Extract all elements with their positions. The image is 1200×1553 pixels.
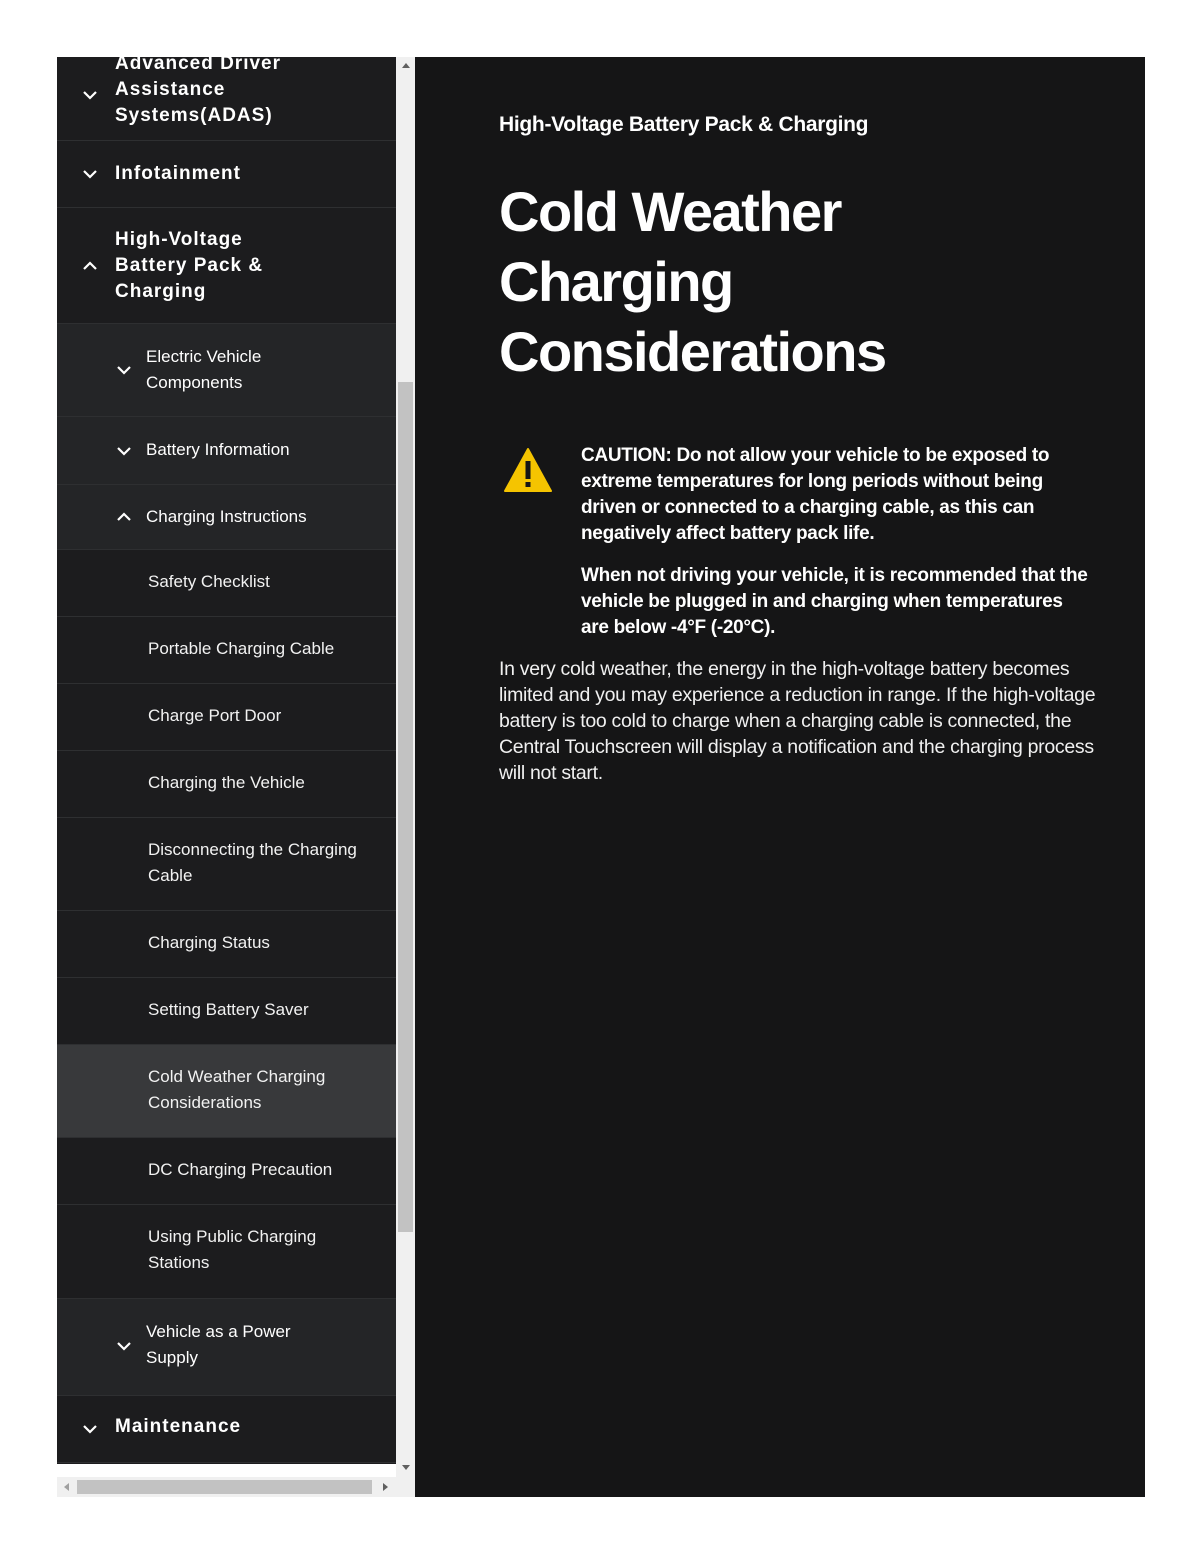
sidebar-item-cold-weather-charging[interactable]	[57, 1045, 396, 1138]
sidebar-item-infotainment[interactable]	[57, 141, 396, 208]
sidebar-item-label: Setting Battery Saver	[148, 1000, 309, 1019]
chevron-down-icon	[81, 1420, 99, 1438]
sidebar-item-portable-charging-cable[interactable]	[57, 617, 396, 684]
sidebar-item-label: Charge Port Door	[148, 706, 282, 725]
sidebar-item-ev-components[interactable]	[57, 324, 396, 417]
sidebar-item-label: Cold Weather Charging Considerations	[148, 1067, 326, 1112]
sidebar-item-label: Battery Information	[146, 440, 290, 459]
sidebar-item-battery-saver[interactable]	[57, 978, 396, 1045]
chevron-up-icon	[115, 508, 133, 526]
scroll-down-arrow-icon[interactable]	[396, 1460, 415, 1477]
scroll-left-arrow-icon[interactable]	[57, 1477, 74, 1497]
sidebar-item-safety-checklist[interactable]	[57, 550, 396, 617]
sidebar-item-label: Safety Checklist	[148, 572, 270, 591]
sidebar-item-public-charging-stations[interactable]	[57, 1205, 396, 1299]
chevron-down-icon	[81, 165, 99, 183]
sidebar-item-disconnecting-cable[interactable]	[57, 818, 396, 911]
caution-text: CAUTION: Do not allow your vehicle to be exposed to extreme temperatures for long periods without being driven or connected to a charging cable, as this can negatively affect battery pack life.	[581, 445, 1050, 544]
chevron-down-icon	[115, 1337, 133, 1355]
sidebar-item-charging-the-vehicle[interactable]	[57, 751, 396, 818]
main-content	[415, 57, 1145, 1497]
sidebar-item-label: Charging the Vehicle	[148, 773, 305, 792]
sidebar-item-label: Vehicle as a Power Supply	[146, 1322, 291, 1367]
sidebar-item-maintenance[interactable]	[57, 1396, 396, 1463]
sidebar-item-label: Using Public Charging Stations	[148, 1227, 317, 1272]
sidebar-item-dc-charging-precaution[interactable]	[57, 1138, 396, 1205]
horizontal-scrollbar[interactable]	[57, 1477, 396, 1497]
sidebar-item-charging-status[interactable]	[57, 911, 396, 978]
chevron-down-icon	[81, 86, 99, 104]
sidebar-item-label: Maintenance	[115, 1416, 242, 1437]
caution-recommendation: When not driving your vehicle, it is recommended that the vehicle be plugged in and charging when temperatures are below -4°F (-20°C).	[581, 565, 1088, 638]
page-title: Cold Weather Charging Considerations	[499, 180, 886, 383]
sidebar-item-adas[interactable]	[57, 57, 396, 141]
vertical-scrollbar[interactable]	[396, 57, 415, 1477]
sidebar-nav	[57, 57, 396, 1464]
sidebar-item-label: DC Charging Precaution	[148, 1160, 333, 1179]
sidebar-item-label: Portable Charging Cable	[148, 639, 335, 658]
breadcrumb[interactable]: High-Voltage Battery Pack & Charging	[499, 113, 869, 136]
sidebar-item-label: Charging Instructions	[146, 507, 307, 526]
sidebar-item-battery-info[interactable]	[57, 417, 396, 485]
scrollbar-corner	[396, 1477, 415, 1497]
vertical-scrollbar-thumb[interactable]	[398, 382, 413, 1232]
sidebar-item-label: Advanced Driver Assistance Systems(ADAS)	[115, 57, 282, 126]
chevron-down-icon	[115, 361, 133, 379]
scroll-up-arrow-icon[interactable]	[396, 57, 415, 74]
sidebar-item-label: Charging Status	[148, 933, 270, 952]
sidebar-item-label: Disconnecting the Charging Cable	[148, 840, 357, 885]
body-paragraph: In very cold weather, the energy in the high-voltage battery becomes limited and you may experience a reduction in range. If the high-voltage battery is too cold to charge when a charging cable is connected, the Central Touchscreen will display a notification and the charging process will not start.	[499, 658, 1096, 784]
sidebar-item-vehicle-power-supply[interactable]	[57, 1299, 396, 1396]
sidebar-item-label: Infotainment	[115, 163, 241, 184]
chevron-down-icon	[115, 442, 133, 460]
sidebar-item-charging-instructions[interactable]	[57, 485, 396, 550]
chevron-up-icon	[81, 257, 99, 275]
caution-block	[581, 443, 1091, 657]
sidebar-item-label: High-Voltage Battery Pack & Charging	[115, 229, 264, 302]
sidebar-item-charge-port-door[interactable]	[57, 684, 396, 751]
warning-triangle-icon	[503, 447, 553, 493]
sidebar-item-hv-battery[interactable]	[57, 208, 396, 324]
scroll-right-arrow-icon[interactable]	[377, 1477, 394, 1497]
sidebar-item-label: Electric Vehicle Components	[146, 347, 262, 392]
horizontal-scrollbar-thumb[interactable]	[77, 1480, 372, 1494]
